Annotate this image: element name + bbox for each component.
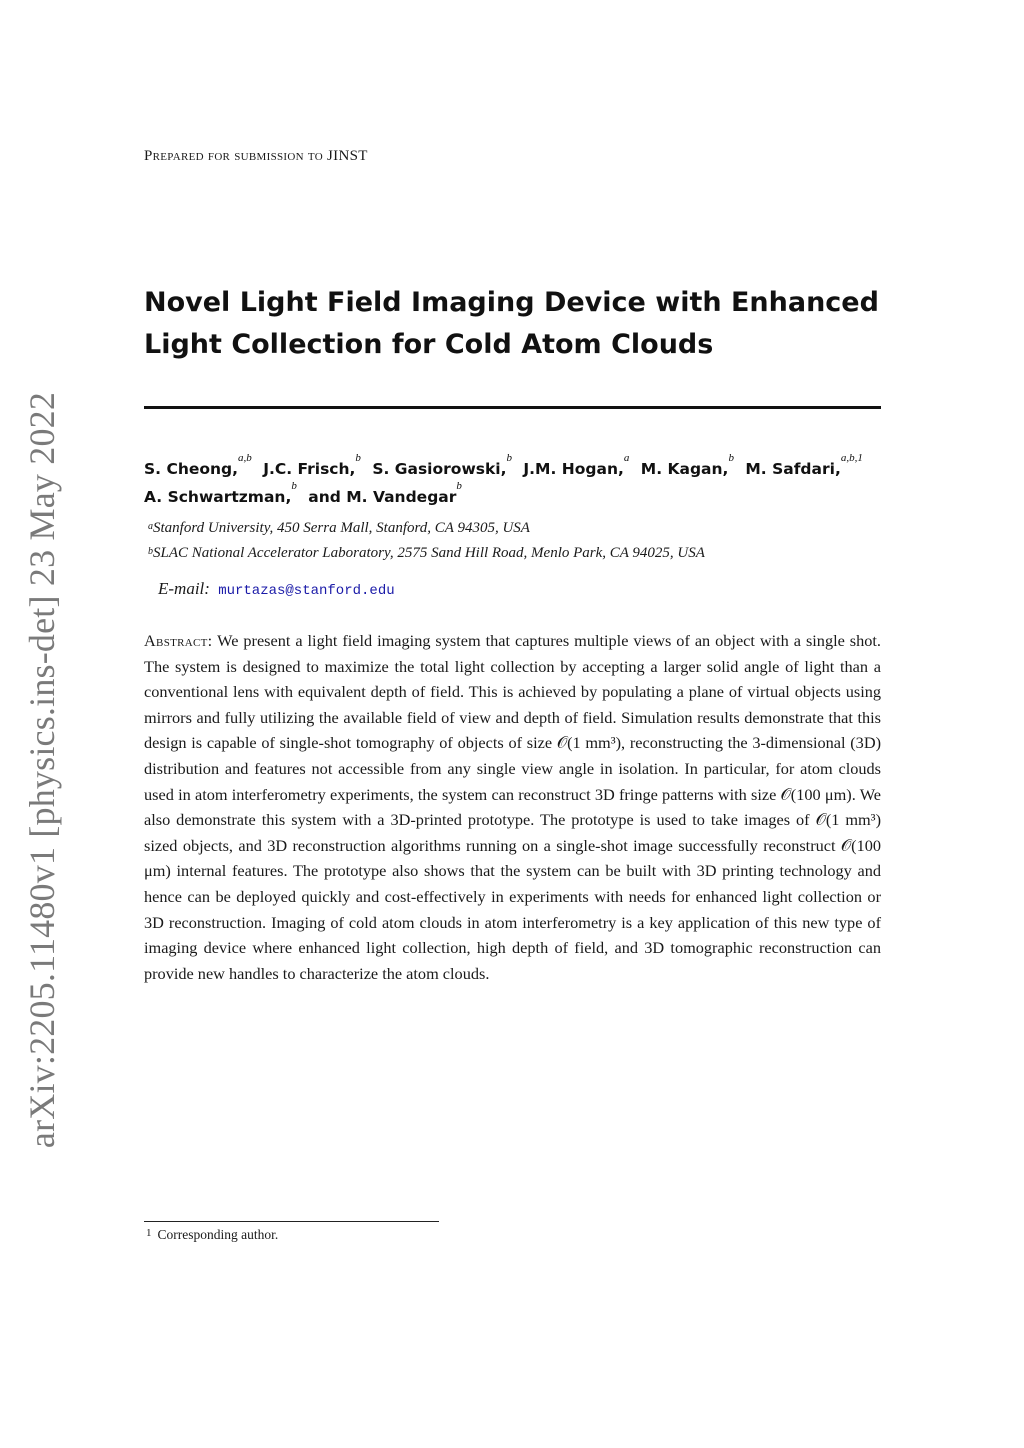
author: M. Safdari,$^{a,b,1}$ bbox=[745, 452, 863, 478]
prepared-for-submission: Prepared for submission to JINST bbox=[144, 148, 368, 164]
author: J.C. Frisch,$^b$ bbox=[263, 452, 361, 478]
title-line-1: Novel Light Field Imaging Device with Enhanced bbox=[144, 287, 879, 318]
abstract-label: Abstract: bbox=[144, 631, 213, 650]
author: S. Cheong,$^{a,b}$ bbox=[144, 452, 252, 478]
abstract: Abstract: We present a light field imaging system that captures multiple views of an object with a single shot. The system is designed to maximize the total light collection by accepting a larger solid angle of light than a conventional lens with equivalent depth of field. This is achieved by populating a plane of virtual objects using mirrors and fully utilizing the available field of view and depth of field. Simulation results demonstrate that this design is capable of single-shot tomography of objects of size 𝒪(1 mm³), reconstructing the 3-dimensional (3D) distribution and features not accessible from any single view angle in isolation. In particular, for atom clouds used in atom interferometry experiments, the system can reconstruct 3D fringe patterns with size 𝒪(100 μm). We also demonstrate this system with a 3D-printed prototype. The prototype is used to take images of 𝒪(1 mm³) sized objects, and 3D reconstruction algorithms running on a single-shot image successfully reconstruct 𝒪(100 μm) internal features. The prototype also shows that the system can be built with 3D printing technology and hence can be deployed quickly and cost-effectively in experiments with needs for enhanced light collection or 3D reconstruction. Imaging of cold atom clouds in atom interferometry is a key application of this new type of imaging device where enhanced light collection, high depth of field, and 3D tomographic reconstruction can provide new handles to characterize the atom clouds. bbox=[144, 631, 881, 983]
title-rule bbox=[144, 406, 881, 409]
email-label: E-mail: bbox=[158, 579, 210, 598]
arxiv-stamp: arXiv:2205.11480v1 [physics.ins-det] 23 May 2022 bbox=[22, 391, 62, 1149]
footnote-rule bbox=[144, 1221, 439, 1222]
author-list bbox=[144, 452, 889, 511]
email-line bbox=[158, 579, 395, 599]
author: A. Schwartzman,$^b$ bbox=[144, 480, 297, 506]
author: J.M. Hogan,$^a$ bbox=[523, 452, 630, 478]
affiliation: $^b$SLAC National Accelerator Laboratory, 2575 Sand Hill Road, Menlo Park, CA 94025, USA bbox=[148, 545, 705, 561]
email-link[interactable]: murtazas@stanford.edu bbox=[218, 583, 395, 599]
affiliations bbox=[148, 516, 868, 566]
author: and M. Vandegar$^b$ bbox=[308, 480, 462, 506]
author: S. Gasiorowski,$^b$ bbox=[372, 452, 512, 478]
footnote-mark: 1 bbox=[146, 1227, 152, 1239]
affiliation: $^a$Stanford University, 450 Serra Mall, Stanford, CA 94305, USA bbox=[148, 520, 530, 536]
footnote-text: Corresponding author. bbox=[157, 1227, 279, 1242]
paper-title bbox=[144, 282, 884, 366]
title-line-2: Light Collection for Cold Atom Clouds bbox=[144, 329, 714, 360]
footnote bbox=[146, 1227, 278, 1243]
author: M. Kagan,$^b$ bbox=[640, 452, 734, 478]
